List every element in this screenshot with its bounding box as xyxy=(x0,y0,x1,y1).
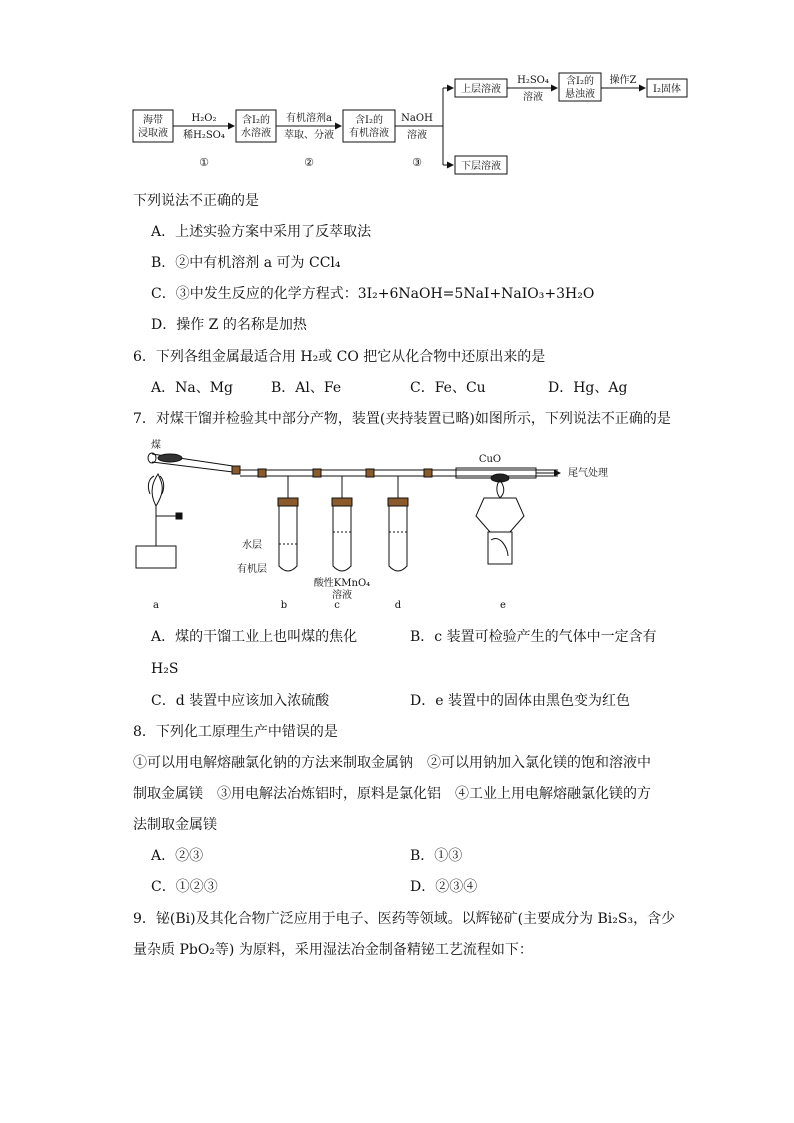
coal-distillation-apparatus xyxy=(128,436,618,616)
tube-b xyxy=(279,506,297,571)
label-organic-layer: 有机层 xyxy=(237,564,267,575)
label-e: e xyxy=(500,600,506,611)
arrow2-bottom: 萃取、分液 xyxy=(284,130,334,141)
arrow5-top: 操作Z xyxy=(609,75,637,86)
q5-option-d: D．操作 Z 的名称是加热 xyxy=(151,317,307,333)
label-b: b xyxy=(280,600,288,611)
q7-option-b-cont: H₂S xyxy=(151,661,179,677)
box-aq-l1: 含I₂的 xyxy=(242,115,270,126)
tube-c xyxy=(333,506,351,571)
q6-option-a: A．Na、Mg xyxy=(151,380,234,396)
arrow4-top: H₂SO₄ xyxy=(517,75,549,86)
q6-option-b: B．Al、Fe xyxy=(271,380,342,396)
coal-sample xyxy=(158,454,182,462)
q5-option-c: C．③中发生反应的化学方程式：3I₂+6NaOH=5NaI+NaIO₃+3H₂O xyxy=(151,286,595,302)
q5-stem: 下列说法不正确的是 xyxy=(133,193,259,209)
box-kelp-l2: 浸取液 xyxy=(138,128,168,139)
q9-line-1: 9．铋(Bi)及其化合物广泛应用于电子、医药等领域。以辉铋矿(主要成分为 Bi₂S₃，含少 xyxy=(133,911,676,927)
box-org-l1: 含I₂的 xyxy=(355,115,383,126)
box-aq-l2: 水溶液 xyxy=(241,128,271,139)
box-kelp-l1: 海带 xyxy=(143,115,163,126)
lower-layer: 下层溶液 xyxy=(461,161,501,172)
q8-option-c: C．①②③ xyxy=(151,879,218,895)
label-cuo: CuO xyxy=(478,454,502,465)
q8-body-1: ①可以用电解熔融氯化钠的方法来制取金属钠 ②可以用钠加入氯化镁的饱和溶液中 xyxy=(133,755,651,771)
label-kmno4: 酸性KMnO₄ xyxy=(313,578,371,589)
arrow2-top: 有机溶剂a xyxy=(286,113,332,124)
alcohol-lamp xyxy=(476,498,524,532)
label-coal: 煤 xyxy=(151,440,161,451)
arrow3-bottom: 溶液 xyxy=(407,130,427,141)
label-tail: 尾气处理 xyxy=(568,468,608,479)
step1: ① xyxy=(199,156,209,169)
stand-base xyxy=(136,546,176,568)
flame xyxy=(152,474,162,506)
q6-option-c: C．Fe、Cu xyxy=(410,380,486,396)
q6-option-d: D．Hg、Ag xyxy=(548,380,628,396)
q5-option-b: B．②中有机溶剂 a 可为 CCl₄ xyxy=(151,255,341,271)
arrow1-top: H₂O₂ xyxy=(191,113,217,124)
q6-stem: 6．下列各组金属最适合用 H₂或 CO 把它从化合物中还原出来的是 xyxy=(133,349,546,365)
q8-option-a: A．②③ xyxy=(151,848,204,864)
q9-line-2: 量杂质 PbO₂等) 为原料，采用湿法冶金制备精铋工艺流程如下： xyxy=(133,942,533,958)
label-c: c xyxy=(334,600,340,611)
solid-label: I₂固体 xyxy=(653,84,681,95)
q8-body-3: 法制取金属镁 xyxy=(133,817,217,833)
arrow4-bottom: 溶液 xyxy=(523,92,543,103)
box-susp-l2: 悬浊液 xyxy=(565,89,595,100)
step2: ② xyxy=(304,156,314,169)
label-d: d xyxy=(394,600,402,611)
q8-stem: 8．下列化工原理生产中错误的是 xyxy=(133,724,338,740)
q7-option-c: C．d 装置中应该加入浓硫酸 xyxy=(151,693,330,709)
arrow3-top: NaOH xyxy=(401,113,433,124)
tube-d xyxy=(389,506,407,571)
q7-option-a: A．煤的干馏工业上也叫煤的焦化 xyxy=(151,629,358,645)
q7-option-d: D．e 装置中的固体由黑色变为红色 xyxy=(410,693,630,709)
q5-option-a: A．上述实验方案中采用了反萃取法 xyxy=(151,224,372,240)
upper-layer: 上层溶液 xyxy=(461,84,501,95)
label-water-layer: 水层 xyxy=(242,540,262,551)
label-solution: 溶液 xyxy=(332,590,352,601)
q8-option-b: B．①③ xyxy=(410,848,463,864)
q8-option-d: D．②③④ xyxy=(410,879,478,895)
box-org-l2: 有机溶液 xyxy=(349,128,389,139)
step3: ③ xyxy=(412,156,422,169)
box-susp-l1: 含I₂的 xyxy=(566,76,594,87)
iodine-flow-diagram xyxy=(125,70,695,180)
label-a: a xyxy=(153,600,159,611)
q7-stem: 7．对煤干馏并检验其中部分产物，装置(夹持装置已略)如图所示，下列说法不正确的是 xyxy=(133,411,671,427)
q8-body-2: 制取金属镁 ③用电解法冶炼铝时，原料是氯化铝 ④工业上用电解熔融氯化镁的方 xyxy=(133,786,651,802)
q7-option-b: B．c 装置可检验产生的气体中一定含有 xyxy=(410,629,657,645)
arrow1-bottom: 稀H₂SO₄ xyxy=(183,130,225,141)
